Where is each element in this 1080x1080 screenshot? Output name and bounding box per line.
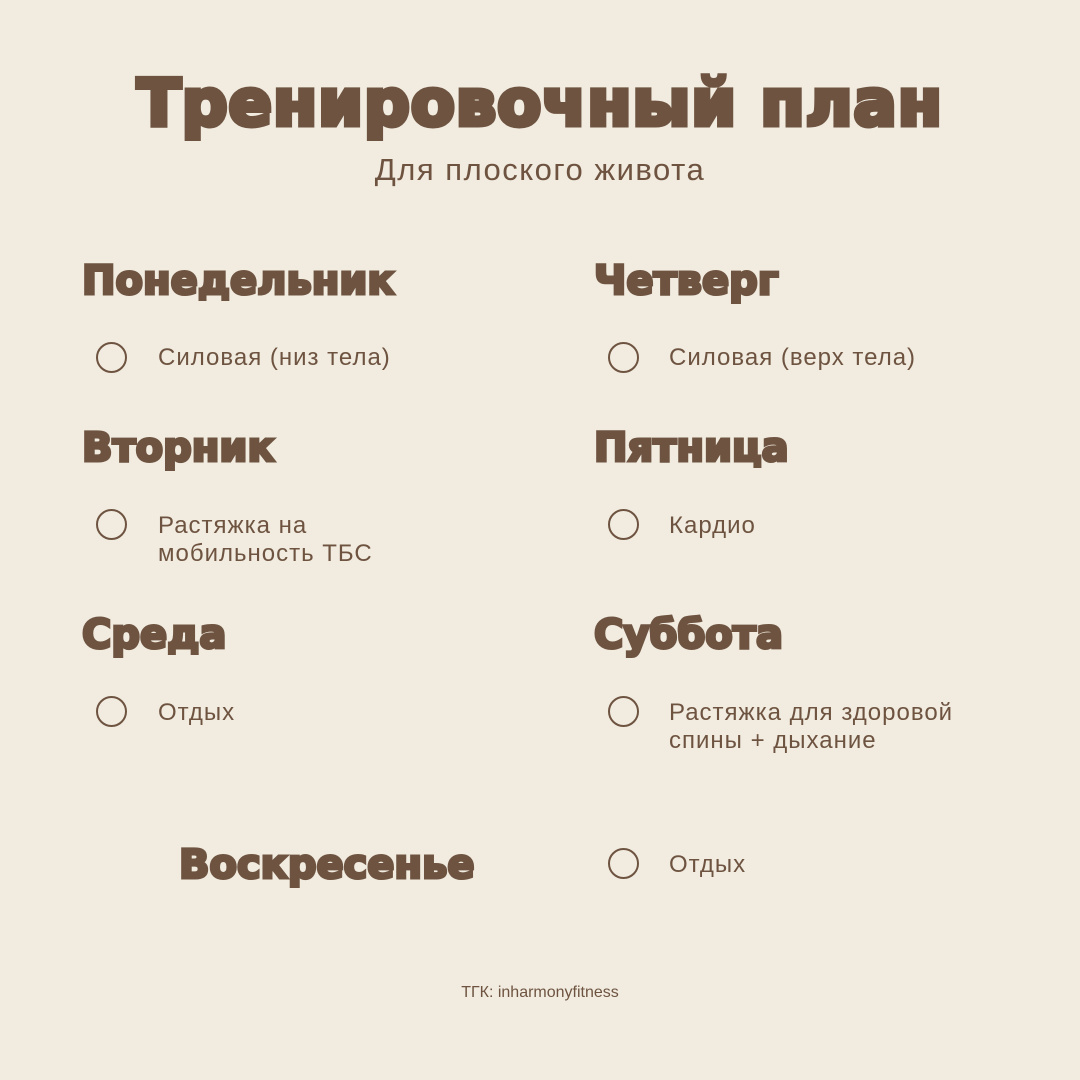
task-saturday: Растяжка для здоровой спины + дыхание xyxy=(669,699,954,754)
checkbox-friday[interactable] xyxy=(608,509,639,540)
task-sunday: Отдых xyxy=(669,851,747,878)
checkbox-wednesday[interactable] xyxy=(96,696,127,727)
day-heading-saturday: Суббота xyxy=(594,612,783,658)
day-heading-wednesday: Среда xyxy=(82,612,227,658)
checkbox-monday[interactable] xyxy=(96,342,127,373)
page-title: Тренировочный план xyxy=(137,67,943,141)
day-heading-friday: Пятница xyxy=(594,425,789,471)
day-heading-tuesday: Вторник xyxy=(82,425,275,471)
page-subtitle: Для плоского живота xyxy=(374,152,706,187)
day-heading-monday: Понедельник xyxy=(82,258,395,304)
checkbox-sunday[interactable] xyxy=(608,848,639,879)
task-tuesday: Растяжка на мобильность ТБС xyxy=(158,512,373,567)
checkbox-thursday[interactable] xyxy=(608,342,639,373)
task-monday: Силовая (низ тела) xyxy=(158,344,391,371)
checkbox-tuesday[interactable] xyxy=(96,509,127,540)
day-heading-sunday: Воскресенье xyxy=(179,842,475,888)
task-wednesday: Отдых xyxy=(158,699,236,726)
footer-channel: ТГК: inharmonyfitness xyxy=(461,984,619,1001)
checkbox-saturday[interactable] xyxy=(608,696,639,727)
task-thursday: Силовая (верх тела) xyxy=(669,344,917,371)
day-heading-thursday: Четверг xyxy=(594,258,779,304)
task-friday: Кардио xyxy=(669,512,756,539)
